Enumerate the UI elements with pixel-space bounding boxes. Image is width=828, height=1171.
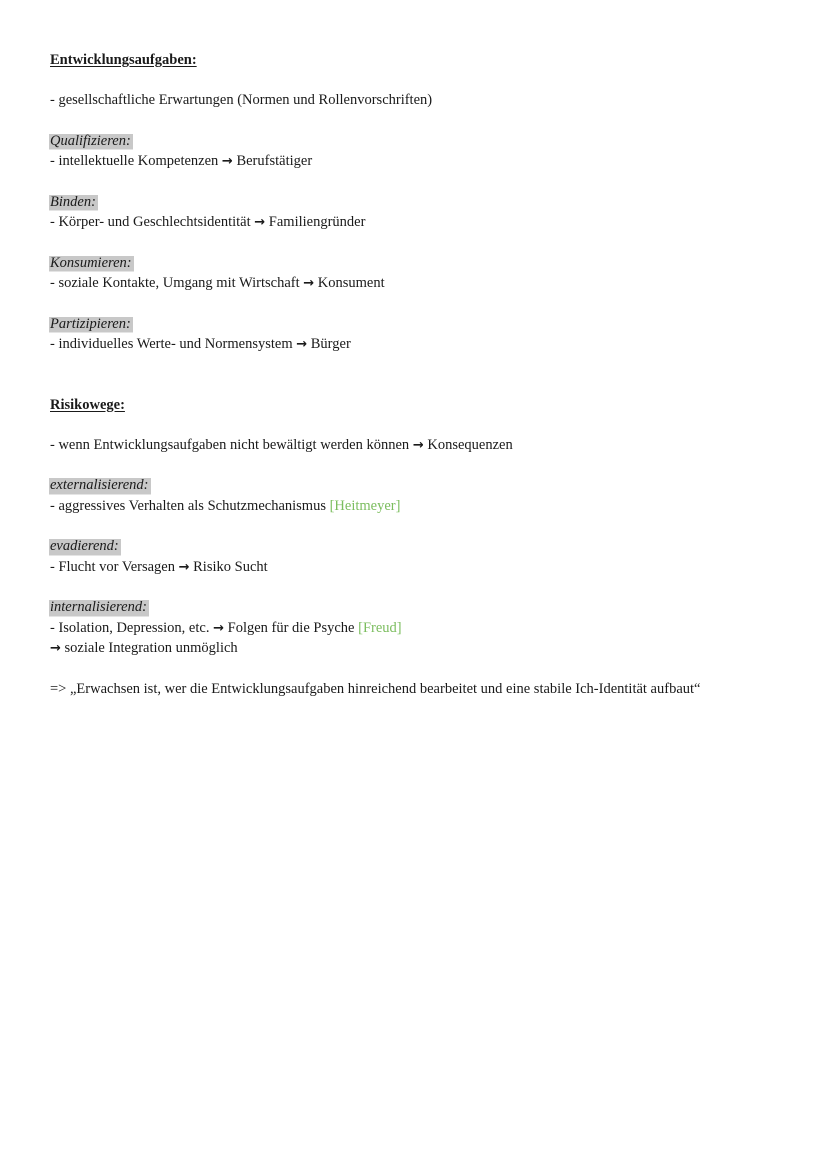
- item-text: - Körper- und Geschlechtsidentität: [50, 214, 251, 230]
- arrow-right-icon: →: [221, 154, 233, 169]
- item-label: evadierend:: [49, 536, 121, 557]
- arrow-right-icon: →: [50, 641, 61, 656]
- item-text: - soziale Kontakte, Umgang mit Wirtschaft: [50, 275, 300, 291]
- arrow-right-icon: →: [254, 215, 266, 230]
- item-text: - intellektuelle Kompetenzen: [50, 153, 219, 169]
- item-result: Folgen für die Psyche: [227, 619, 355, 636]
- heading-entwicklungsaufgaben: Entwicklungsaufgaben:: [50, 52, 197, 68]
- arrow-right-icon: →: [303, 276, 315, 291]
- arrow-right-icon: →: [213, 620, 224, 636]
- item-label: Binden:: [49, 192, 98, 213]
- item-text: - Isolation, Depression, etc.: [50, 619, 210, 636]
- arrow-right-icon: →: [178, 559, 190, 575]
- item-label: Partizipieren:: [49, 314, 133, 335]
- item-result: Risiko Sucht: [193, 558, 268, 575]
- item-evadierend: [50, 536, 790, 577]
- document-page: [50, 50, 790, 699]
- item-label: internalisierend:: [49, 597, 149, 618]
- item-internalisierend: [50, 597, 790, 659]
- intro-line: - gesellschaftliche Erwartungen (Normen und Rollenvorschriften): [50, 92, 433, 108]
- item-label: Qualifizieren:: [49, 131, 133, 152]
- item-result: Konsument: [317, 275, 385, 291]
- citation-reference: [Freud]: [358, 619, 402, 636]
- intro-line: - wenn Entwicklungsaufgaben nicht bewältigt werden können → Konsequenzen: [50, 436, 513, 453]
- item-text: - Flucht vor Versagen: [50, 558, 175, 575]
- item-binden: [50, 192, 790, 233]
- item-konsumieren: [50, 253, 790, 294]
- item-label: externalisierend:: [49, 475, 151, 496]
- item-text: - individuelles Werte- und Normensystem: [50, 336, 293, 352]
- item-extra: soziale Integration unmöglich: [64, 640, 238, 656]
- item-qualifizieren: [50, 131, 790, 172]
- intro-result: Konsequenzen: [427, 436, 513, 453]
- item-result: Bürger: [310, 336, 351, 352]
- item-externalisierend: [50, 475, 790, 516]
- heading-risikowege: Risikowege:: [50, 396, 125, 413]
- arrow-right-icon: →: [296, 337, 308, 352]
- item-result: Berufstätiger: [236, 153, 313, 169]
- citation-reference: [Heitmeyer]: [329, 497, 401, 514]
- item-label: Konsumieren:: [49, 253, 134, 274]
- arrow-right-icon: →: [412, 437, 424, 453]
- conclusion-quote: => „Erwachsen ist, wer die Entwicklungsaufgaben hinreichend bearbeitet und eine stabile Ich-Identität aufbaut“: [50, 680, 701, 697]
- item-text: - aggressives Verhalten als Schutzmechanismus: [50, 497, 326, 514]
- item-partizipieren: [50, 314, 790, 355]
- item-result: Familiengründer: [268, 214, 366, 230]
